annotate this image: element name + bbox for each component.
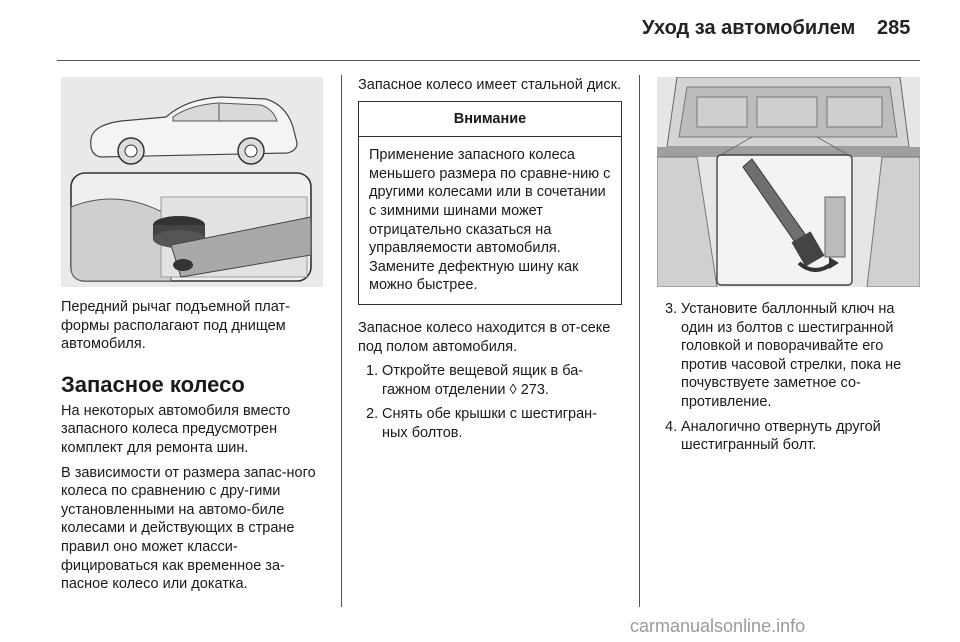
- step-text: Снять обе крышки с шестигран-ных болтов.: [382, 406, 598, 441]
- watermark: carmanualsonline.info: [630, 616, 806, 636]
- step-1: [358, 362, 622, 399]
- lift-caption: Передний рычаг подъемной плат-формы располагают под днищем автомобиля.: [61, 299, 290, 353]
- steps-list-a: [358, 362, 622, 442]
- column-3: [657, 300, 927, 461]
- step-2: [358, 405, 622, 442]
- step-text: Установите баллонный ключ на один из болтов с шестигранной головкой и поворачивайте его против часовой стрелки, пока не почувствуете заметное со-противление.: [681, 301, 902, 410]
- warning-box: [358, 101, 622, 305]
- lift-point-illustration: [61, 77, 323, 287]
- step-text: Откройте вещевой ящик в ба-гажном отделении ◊ 273.: [382, 363, 584, 398]
- column-2: [358, 76, 622, 449]
- column-divider-left: [341, 75, 342, 607]
- step-number: 3.: [665, 301, 678, 317]
- spare-location-text: Запасное колесо находится в от-секе под полом автомобиля.: [358, 319, 611, 355]
- header-rule: [57, 60, 920, 61]
- step-3: [657, 300, 927, 412]
- column-1: [61, 298, 327, 600]
- steel-rim-note: Запасное колесо имеет стальной диск.: [358, 77, 622, 93]
- spare-wheel-para-1: На некоторых автомобиля вместо запасного колеса предусмотрен комплект для ремонта шин.: [61, 402, 291, 456]
- page-header-title: Уход за автомобилем: [642, 17, 856, 39]
- step-number: 1.: [366, 363, 379, 380]
- step-number: 4.: [665, 418, 678, 435]
- step-text: Аналогично отвернуть другой шестигранный болт.: [681, 418, 881, 454]
- column-divider-right: [639, 75, 640, 607]
- page-number: 285: [877, 17, 911, 39]
- wheel-wrench-illustration: [657, 77, 920, 287]
- warning-text: Применение запасного колеса меньшего размера по сравне-нию с другими колесами или в сочетании с зимними шинами может отрицательно сказаться на управляемости автомобиля. Замените дефектную шину как можно быстрее.: [369, 147, 611, 294]
- warning-title: Внимание: [359, 102, 621, 138]
- step-number: 2.: [366, 406, 379, 423]
- section-heading-spare-wheel: Запасное колесо: [61, 371, 245, 397]
- step-4: [657, 418, 927, 455]
- spare-wheel-para-2: В зависимости от размера запас-ного колеса по сравнению с дру-гими установленными на автомо-биле колесами и действующих в стране правил оно может класси-фицироваться как временное за-пасное колесо или докатка.: [61, 464, 316, 593]
- steps-list-b: [657, 300, 927, 455]
